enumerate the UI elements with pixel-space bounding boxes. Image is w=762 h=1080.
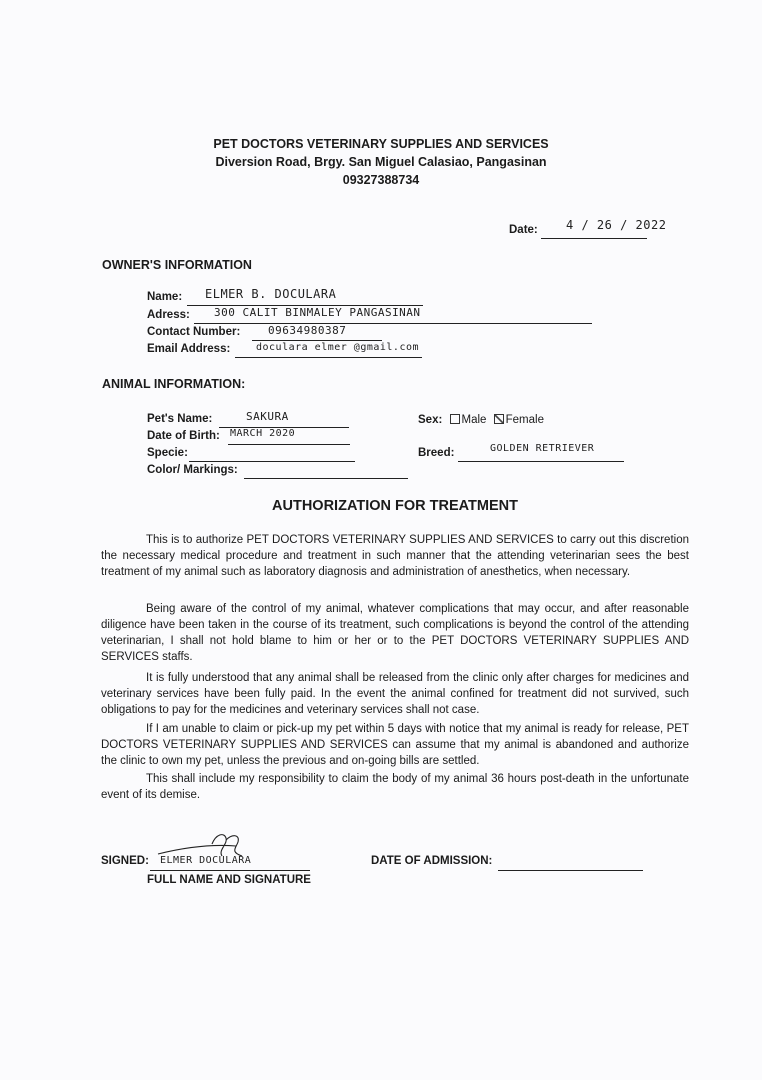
owner-name-label: Name: [147, 291, 183, 303]
male-checkbox[interactable] [450, 414, 460, 424]
signed-label: SIGNED: [101, 855, 149, 867]
authorization-paragraph-2: Being aware of the control of my animal, whatever complications that may occur, and after reasonable diligence have been taken in the course of its treatment, such complications is beyond the control of the attending veterinarian, I shall not hold blame to him or her or to the PET DOCTORS VETERINARY SUPPLIES AND SERVICES staffs. [101, 603, 689, 663]
authorization-paragraph-3: It is fully understood that any animal shall be released from the clinic only after charges for medicines and veterinary services have been fully paid. In the event the animal confined for treatment did not survived, such obligations to pay for the medicines and veterinary services shall not case. [101, 672, 689, 716]
authorization-paragraph-5: This shall include my responsibility to claim the body of my animal 36 hours post-death in the unfortunate event of its demise. [101, 773, 689, 801]
breed-label: Breed: [418, 447, 455, 459]
dob-underline [228, 444, 350, 445]
pet-name-label: Pet's Name: [147, 413, 213, 425]
business-name: PET DOCTORS VETERINARY SUPPLIES AND SERVICES [213, 137, 549, 151]
contact-number-value[interactable]: 09634980387 [268, 324, 347, 337]
dob-label: Date of Birth: [147, 430, 220, 442]
dob-value[interactable]: MARCH 2020 [230, 428, 296, 439]
specie-underline[interactable] [189, 461, 355, 462]
date-underline [541, 238, 647, 239]
breed-underline [458, 461, 624, 462]
date-value[interactable]: 4 / 26 / 2022 [566, 218, 667, 232]
signature-scribble-icon [152, 832, 312, 872]
signed-name-value[interactable]: ELMER DOCULARA [160, 855, 252, 866]
female-checkbox[interactable] [494, 414, 504, 424]
email-value[interactable]: doculara elmer @gmail.com [256, 342, 420, 353]
owner-name-value[interactable]: ELMER B. DOCULARA [205, 287, 337, 301]
animal-section-title: ANIMAL INFORMATION: [102, 377, 246, 391]
sex-label: Sex: [418, 414, 443, 426]
authorization-paragraph-4: If I am unable to claim or pick-up my pet within 5 days with notice that my animal is ready for release, PET DOCTORS VETERINARY SUPPLIES AND SERVICES can assume that my animal is abandoned and authorize the clinic to own my pet, unless the previous and on-going bills are settled. [101, 723, 689, 767]
email-label: Email Address: [147, 343, 231, 355]
breed-value[interactable]: GOLDEN RETRIEVER [490, 443, 595, 454]
email-underline [235, 357, 422, 358]
authorization-title: AUTHORIZATION FOR TREATMENT [272, 498, 518, 514]
date-of-admission-underline[interactable] [498, 870, 643, 871]
owner-address-label: Adress: [147, 309, 190, 321]
female-option-label: Female [505, 414, 544, 426]
signature-caption: FULL NAME AND SIGNATURE [147, 874, 311, 886]
date-label: Date: [509, 224, 538, 236]
business-address: Diversion Road, Brgy. San Miguel Calasiao, Pangasinan [215, 155, 547, 169]
contact-number-label: Contact Number: [147, 326, 241, 338]
owner-address-value[interactable]: 300 CALIT BINMALEY PANGASINAN [214, 306, 421, 319]
date-of-admission-label: DATE OF ADMISSION: [371, 855, 493, 867]
sex-field [418, 414, 544, 426]
color-markings-label: Color/ Markings: [147, 464, 238, 476]
owner-section-title: OWNER'S INFORMATION [102, 258, 252, 272]
specie-label: Specie: [147, 447, 188, 459]
male-option-label: Male [461, 414, 487, 426]
color-markings-underline[interactable] [244, 478, 408, 479]
owner-address-underline [194, 323, 592, 324]
pet-name-value[interactable]: SAKURA [246, 410, 289, 423]
contact-number-underline [252, 340, 382, 341]
authorization-paragraph-1: This is to authorize PET DOCTORS VETERINARY SUPPLIES AND SERVICES to carry out this discretion the necessary medical procedure and treatment in such manner that the attending veterinarian sees the best treatment of my animal such as laboratory diagnosis and administration of anesthetics, when necessary. [101, 534, 689, 578]
business-phone: 09327388734 [342, 173, 420, 187]
